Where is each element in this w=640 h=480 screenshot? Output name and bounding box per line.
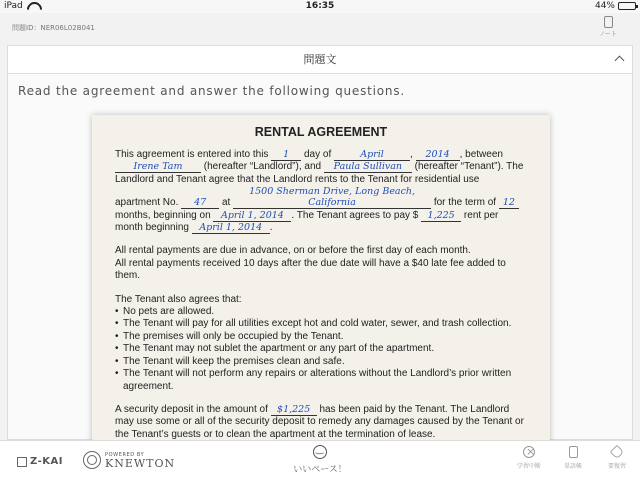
bottom-toolbar xyxy=(0,440,640,480)
filled-deposit: $1,225 xyxy=(271,404,317,416)
agreement-title: RENTAL AGREEMENT xyxy=(254,125,388,139)
note-icon xyxy=(604,16,613,28)
review-tag-button[interactable]: 要復習 xyxy=(600,446,634,470)
list-item: • The Tenant will pay for all utilities except hot and cold water, sewer, and trash collection. xyxy=(115,318,527,330)
device-label: iPad xyxy=(4,1,23,11)
filled-start-date: April 1, 2014 xyxy=(213,210,291,222)
filled-address: 1500 Sherman Drive, Long Beach, California xyxy=(233,186,431,209)
filled-apartment-no: 47 xyxy=(181,197,219,209)
filled-landlord: Irene Tam xyxy=(115,161,201,173)
knewton-logo: POWERED BY KNEWTON xyxy=(83,451,175,469)
list-item: • No pets are allowed. xyxy=(115,306,527,318)
panel-header[interactable] xyxy=(8,46,632,74)
close-circle-icon xyxy=(523,446,535,458)
pause-study-button[interactable]: × 学習中断 xyxy=(512,446,546,470)
filled-term: 12 xyxy=(499,197,519,209)
question-id: 問題ID：NER06L02B041 xyxy=(12,24,95,32)
filled-tenant: Paula Sullivan xyxy=(324,161,412,173)
filled-year: 2014 xyxy=(416,149,460,161)
vocab-card-icon xyxy=(569,446,578,458)
note-label: ノート xyxy=(599,31,617,38)
filled-rent-start: April 1, 2014 xyxy=(192,222,270,234)
status-bar xyxy=(0,0,640,13)
zkai-logo: Z-KAI xyxy=(17,456,63,467)
agreement-paragraph-parties: This agreement is entered into this 1 day of April , 2014 , between Irene Tam (hereafter “Landlord”), and Paula Sullivan (hereafter “Tenant”). The Landlord and Tenant agree that the Landlord rents to the Tenant for residential use apartment No. 47 at 1500 Sherman Drive, Long Beach, California for the term of 12 months, beginning on April 1, 2014 . The Tenant agrees to pay $ 1,225 rent per month beginning April 1, 2014 . xyxy=(115,149,524,234)
instruction-text: Read the agreement and answer the following questions. xyxy=(18,84,406,98)
agreement-rules-intro: The Tenant also agrees that: xyxy=(115,293,242,305)
list-item: • The premises will only be occupied by the Tenant. xyxy=(115,331,527,343)
battery-percent: 44% xyxy=(594,1,615,11)
filled-day: 1 xyxy=(271,149,301,161)
vocabulary-button[interactable]: 単語帳 xyxy=(556,446,590,470)
smile-icon xyxy=(313,445,327,459)
tag-icon xyxy=(610,445,624,459)
app-header xyxy=(0,13,640,40)
list-item: • The Tenant will not perform any repairs or alterations without the Landlord’s prior written agreement. xyxy=(115,368,527,393)
filled-month: April xyxy=(334,149,410,161)
list-item: • The Tenant may not sublet the apartment or any part of the apartment. xyxy=(115,343,527,355)
pace-label: いいペース！ xyxy=(293,465,347,475)
zkai-logo-icon xyxy=(17,457,27,467)
rental-agreement-document xyxy=(92,115,550,475)
filled-rent: 1,225 xyxy=(421,210,461,222)
pace-feedback-button[interactable] xyxy=(293,445,347,475)
list-item: • The Tenant will keep the premises clean and safe. xyxy=(115,356,527,368)
knewton-icon xyxy=(83,451,101,469)
battery-icon xyxy=(618,2,636,10)
agreement-paragraph-payments: All rental payments are due in advance, on or before the first day of each month. All rental payments received 10 days after the due date will have a $40 late fee added to them. xyxy=(115,245,506,282)
agreement-paragraph-deposit: A security deposit in the amount of $1,225 has been paid by the Tenant. The Landlord may use some or all of the security deposit to remedy any damages caused by the Tenant or the Tenant’s guests or to clean the apartment at the termination of lease. xyxy=(115,403,524,440)
clock: 16:35 xyxy=(305,1,335,11)
note-button[interactable] xyxy=(596,16,620,38)
agreement-rules-list xyxy=(115,306,527,393)
question-panel xyxy=(7,45,633,440)
panel-title: 問題文 xyxy=(303,53,337,66)
